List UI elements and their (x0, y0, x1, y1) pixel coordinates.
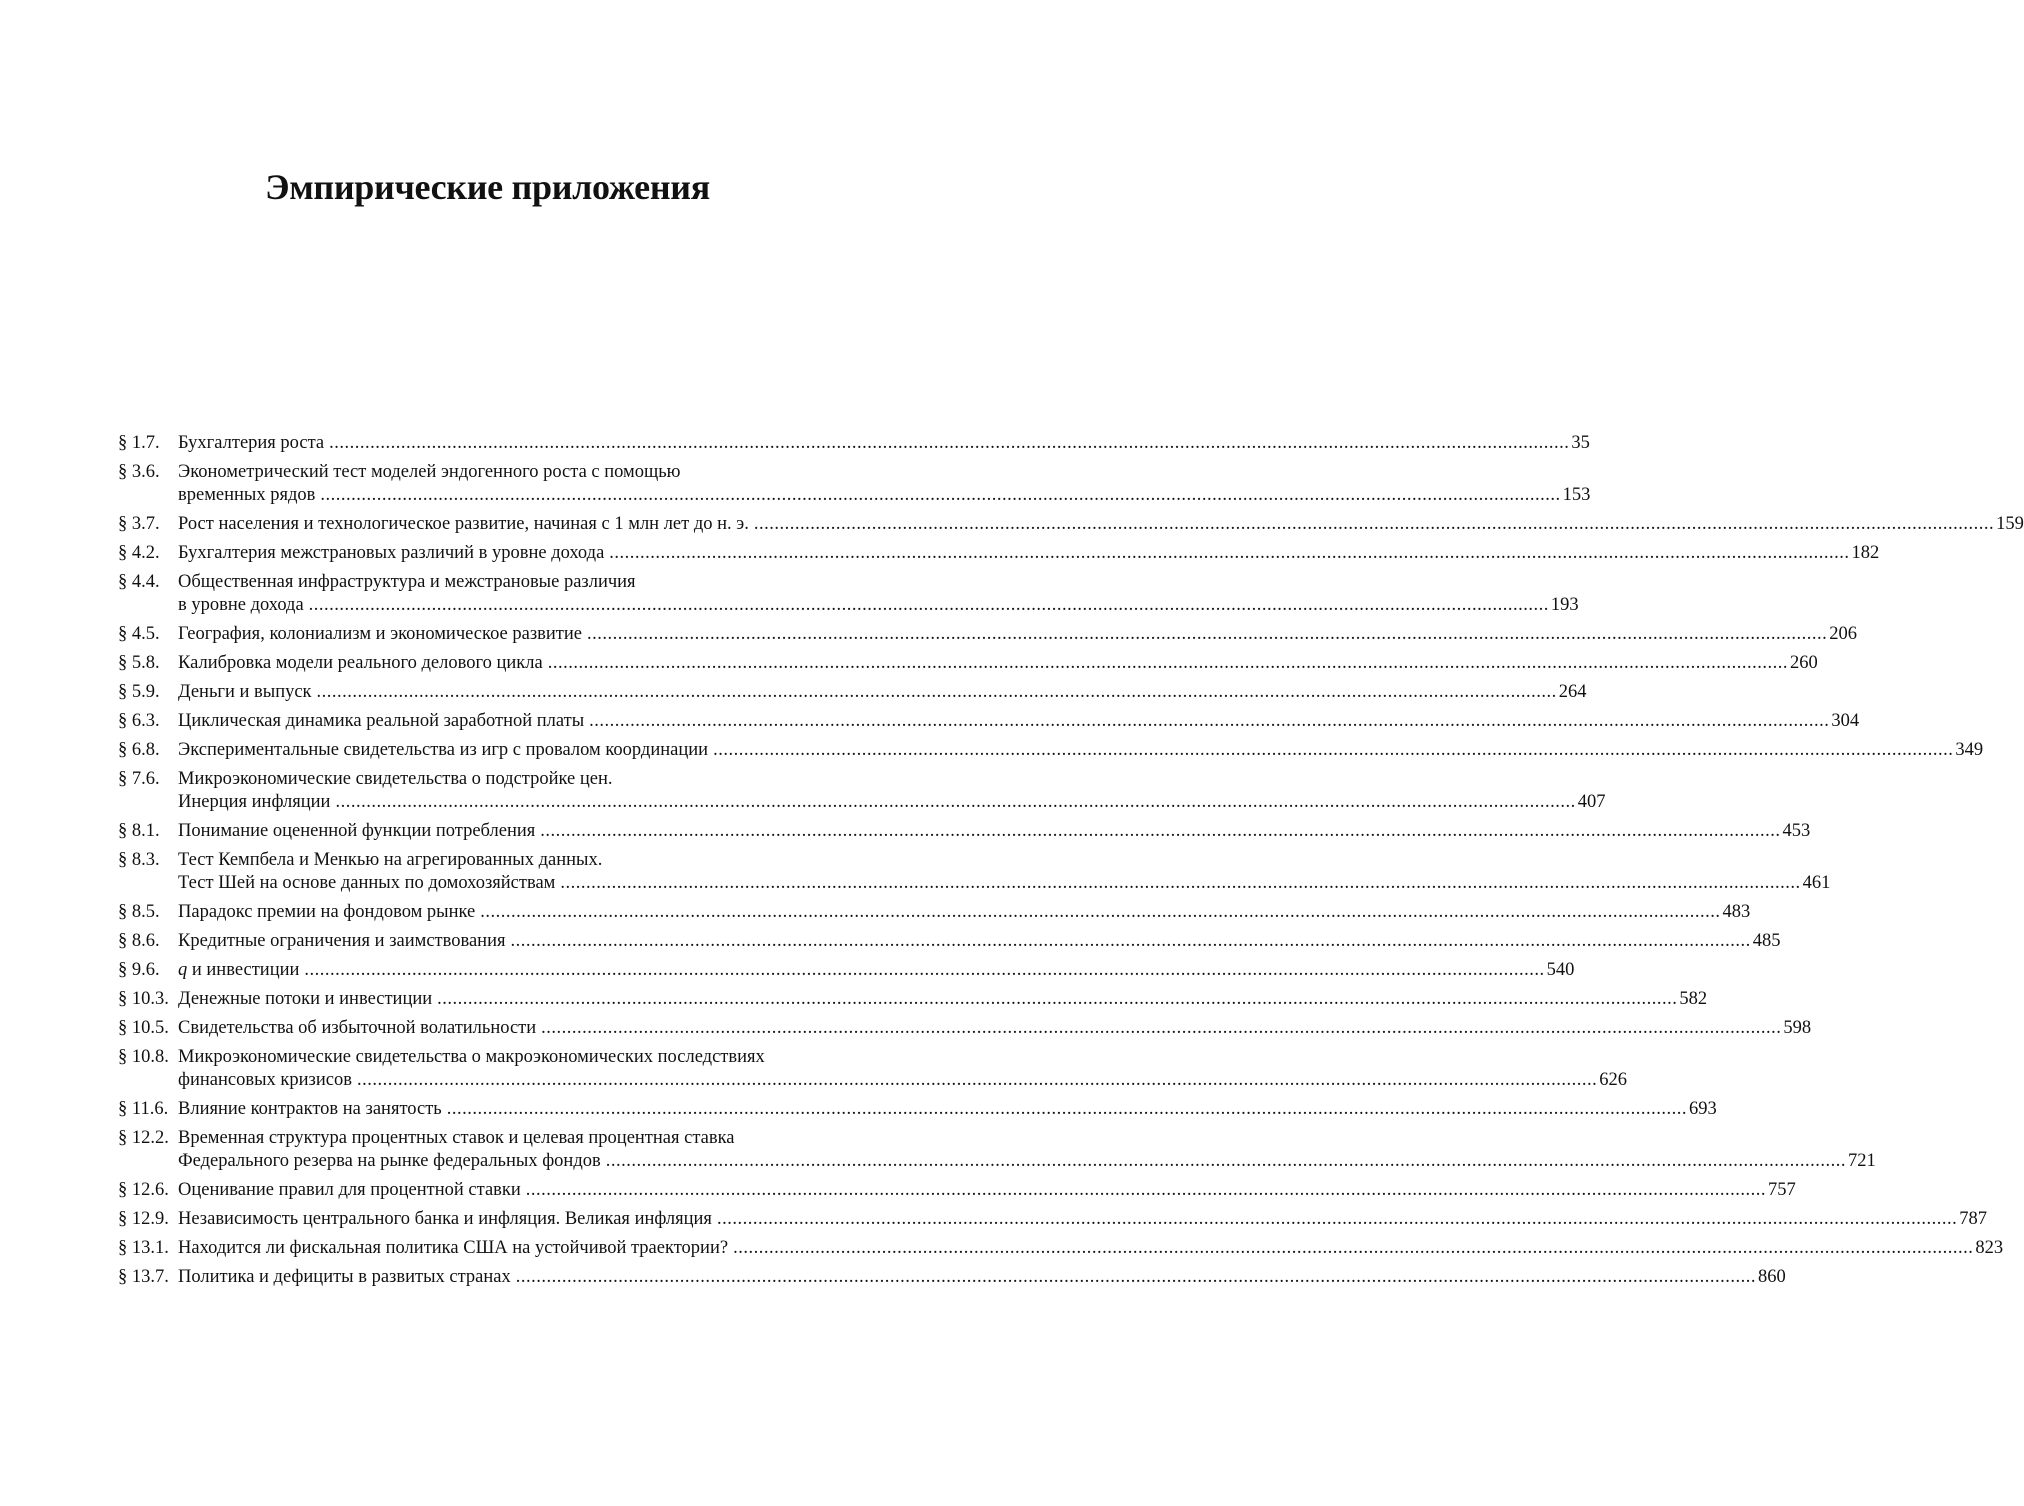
toc-entry-last-line (178, 1179, 1796, 1202)
dot-leader (589, 710, 1829, 733)
toc-page-number: 35 (1571, 433, 1590, 453)
toc-section-number: § 10.3. (118, 989, 169, 1009)
toc-page-number: 206 (1829, 624, 1857, 644)
toc-entry-last-line (178, 681, 1587, 704)
dot-leader (511, 930, 1751, 953)
toc-entry-last-line (178, 623, 1857, 646)
toc-entry-body (178, 901, 1751, 924)
toc-page-number: 485 (1752, 931, 1781, 951)
toc-entry-body (178, 988, 1708, 1011)
toc-entry-body (178, 849, 1831, 895)
dot-leader (317, 681, 1557, 704)
toc-entry-last-line (178, 901, 1751, 924)
toc-section-number: § 11.6. (118, 1099, 169, 1119)
dot-leader (480, 901, 1720, 924)
dot-leader (587, 623, 1827, 646)
toc-entry-body (178, 461, 1591, 507)
toc-page-number: 693 (1688, 1099, 1717, 1119)
page-title: Эмпирические приложения (265, 167, 710, 208)
toc-page-number: 260 (1789, 653, 1818, 673)
dot-leader (329, 432, 1569, 455)
toc-entry-title-line: финансовых кризисов (178, 1070, 352, 1090)
toc-entry-title-line: Понимание оцененной функции потребления (178, 821, 536, 841)
toc-entry (118, 1098, 1717, 1121)
toc-entry (118, 1179, 1796, 1202)
toc-entry-body (178, 623, 1857, 646)
toc-entry-title-line: Парадокс премии на фондовом рынке (178, 902, 476, 922)
toc-entry-title-line: Эконометрический тест моделей эндогенного роста с помощью (178, 462, 681, 482)
dot-leader (447, 1098, 1687, 1121)
toc-entry-last-line (178, 1266, 1786, 1289)
toc-entry (118, 1208, 1987, 1231)
toc-entry (118, 1017, 1812, 1040)
toc-entry-body (178, 768, 1606, 814)
dot-leader (541, 1017, 1781, 1040)
toc-entry-body (178, 959, 1575, 982)
toc-section-number: § 6.3. (118, 711, 160, 731)
toc-entry-body (178, 739, 1984, 762)
dot-leader (526, 1179, 1766, 1202)
toc-section-number: § 1.7. (118, 433, 160, 453)
dot-leader (516, 1266, 1756, 1289)
dot-leader (548, 652, 1788, 675)
toc-section-number: § 4.5. (118, 624, 160, 644)
toc-section-number: § 7.6. (118, 769, 160, 789)
toc-entry (118, 710, 1860, 733)
toc-page-number: 582 (1679, 989, 1708, 1009)
toc-section-number: § 10.8. (118, 1047, 169, 1067)
toc-entry-last-line (178, 820, 1811, 843)
toc-entry (118, 988, 1708, 1011)
toc-entry-body (178, 513, 2024, 536)
toc-entry (118, 901, 1751, 924)
toc-entry-title-line: Тест Кемпбела и Менкью на агрегированных данных. (178, 850, 603, 870)
toc-entry-title-line: Рост населения и технологическое развитие, начиная с 1 млн лет до н. э. (178, 514, 749, 534)
toc-section-number: § 6.8. (118, 740, 160, 760)
toc-page-number: 721 (1847, 1151, 1876, 1171)
toc-entry-last-line (178, 1237, 2004, 1260)
toc-entry-title-line: Политика и дефициты в развитых странах (178, 1267, 511, 1287)
toc-page-number: 304 (1831, 711, 1860, 731)
toc-page-number: 626 (1599, 1070, 1627, 1090)
dot-leader (437, 988, 1677, 1011)
toc-entry-last-line (178, 988, 1708, 1011)
toc-section-number: § 5.9. (118, 682, 160, 702)
toc-entry-last-line (178, 959, 1575, 982)
toc-page-number: 264 (1558, 682, 1587, 702)
toc-section-number: § 5.8. (118, 653, 160, 673)
dot-leader (304, 959, 1544, 982)
toc-page-number: 757 (1768, 1180, 1796, 1200)
toc-page-number: 407 (1577, 792, 1606, 812)
toc-section-number: § 4.2. (118, 543, 160, 563)
toc-entry-title-line: Находится ли фискальная политика США на устойчивой траектории? (178, 1238, 729, 1258)
toc-entry-body (178, 710, 1860, 733)
toc-section-number: § 8.5. (118, 902, 160, 922)
toc-page-number: 349 (1955, 740, 1984, 760)
toc-page-number: 787 (1959, 1209, 1987, 1229)
toc-entry-body (178, 681, 1587, 704)
toc-entry-title-line: Инерция инфляции (178, 792, 331, 812)
toc-entry-body (178, 432, 1590, 455)
toc-entry-title-line: Свидетельства об избыточной волатильности (178, 1018, 537, 1038)
toc-section-number: § 13.1. (118, 1238, 169, 1258)
toc-entry-last-line (178, 513, 2024, 536)
toc-entry (118, 652, 1818, 675)
toc-page-number: 193 (1550, 595, 1579, 615)
toc-entry-title-line: Бухгалтерия роста (178, 433, 325, 453)
toc-entry-body (178, 1179, 1796, 1202)
toc-entry-title-line: Временная структура процентных ставок и целевая процентная ставка (178, 1128, 735, 1148)
toc-entry-last-line (178, 872, 1831, 895)
toc-entry-body (178, 1098, 1717, 1121)
toc-entry-title-line: Влияние контрактов на занятость (178, 1099, 442, 1119)
toc-entry-title-line: Тест Шей на основе данных по домохозяйствам (178, 873, 556, 893)
toc-page-number: 159 (1996, 514, 2024, 534)
toc-entry (118, 623, 1857, 646)
toc-entry (118, 849, 1831, 895)
toc-entry (118, 820, 1811, 843)
toc-entry (118, 739, 1984, 762)
toc-page-number: 153 (1562, 485, 1591, 505)
toc-section-number: § 4.4. (118, 572, 160, 592)
toc-entry-body (178, 1208, 1987, 1231)
toc-page-number: 823 (1975, 1238, 2004, 1258)
toc-entry (118, 571, 1579, 617)
toc-entry-last-line (178, 1098, 1717, 1121)
toc-entry-title-line: Микроэкономические свидетельства о подстройке цен. (178, 769, 613, 789)
toc-entry-title-line: Денежные потоки и инвестиции (178, 989, 433, 1009)
toc-entry-title-line: Общественная инфраструктура и межстрановые различия (178, 572, 636, 592)
toc-entry-title-line: Микроэкономические свидетельства о макроэкономических последствиях (178, 1047, 765, 1067)
toc-entry-body (178, 571, 1579, 617)
toc-entry-body (178, 1046, 1627, 1092)
toc-entry-last-line (178, 930, 1781, 953)
dot-leader (754, 513, 1994, 536)
dot-leader (733, 1237, 1973, 1260)
toc-entry-body (178, 1127, 1876, 1173)
toc-entry-last-line (178, 710, 1860, 733)
toc-section-number: § 8.1. (118, 821, 160, 841)
dot-leader (309, 594, 1549, 617)
toc-entry (118, 513, 2024, 536)
dot-leader (540, 820, 1780, 843)
toc-page-number: 860 (1757, 1267, 1786, 1287)
toc-entry (118, 681, 1587, 704)
toc-entry (118, 1266, 1786, 1289)
toc-entry-title-line: Федерального резерва на рынке федеральных фондов (178, 1151, 601, 1171)
toc-section-number: § 9.6. (118, 960, 160, 980)
toc-section-number: § 3.6. (118, 462, 160, 482)
toc-entry-title-line: q и инвестиции (178, 960, 300, 980)
toc-entry-last-line (178, 1208, 1987, 1231)
toc-page-number: 453 (1782, 821, 1811, 841)
toc-entry-last-line (178, 652, 1818, 675)
toc-entry-last-line (178, 594, 1579, 617)
toc-entry-body (178, 820, 1811, 843)
toc-entry-last-line (178, 542, 1880, 565)
toc-entry-title-line: временных рядов (178, 485, 316, 505)
toc-entry-title-line: Кредитные ограничения и заимствования (178, 931, 506, 951)
toc-entry-title-line: Независимость центрального банка и инфляция. Великая инфляция (178, 1209, 712, 1229)
toc-entry (118, 959, 1575, 982)
toc-entry-body (178, 930, 1781, 953)
toc-entry-title-line: Калибровка модели реального делового цикла (178, 653, 543, 673)
dot-leader (357, 1069, 1597, 1092)
dot-leader (717, 1208, 1957, 1231)
dot-leader (609, 542, 1849, 565)
toc-entry-body (178, 1017, 1812, 1040)
toc-entry-last-line (178, 1069, 1627, 1092)
toc-entry-title-line: Деньги и выпуск (178, 682, 312, 702)
dot-leader (335, 791, 1575, 814)
dot-leader (606, 1150, 1846, 1173)
toc-page-number: 483 (1722, 902, 1751, 922)
toc-entry-last-line (178, 1150, 1876, 1173)
toc-entry (118, 930, 1781, 953)
toc-entry (118, 1046, 1627, 1092)
toc-entry-body (178, 652, 1818, 675)
toc-entry-last-line (178, 484, 1591, 507)
toc-entry-title-line: Циклическая динамика реальной заработной платы (178, 711, 585, 731)
toc-entry (118, 432, 1590, 455)
toc-section-number: § 3.7. (118, 514, 160, 534)
toc-section-number: § 12.6. (118, 1180, 169, 1200)
toc-section-number: § 8.6. (118, 931, 160, 951)
toc-entry (118, 768, 1606, 814)
toc-section-number: § 13.7. (118, 1267, 169, 1287)
toc-page-number: 461 (1802, 873, 1831, 893)
toc-section-number: § 8.3. (118, 850, 160, 870)
toc-section-number: § 12.9. (118, 1209, 169, 1229)
toc-section-number: § 10.5. (118, 1018, 169, 1038)
toc-entry-body (178, 1266, 1786, 1289)
dot-leader (560, 872, 1800, 895)
toc-entry-last-line (178, 432, 1590, 455)
toc-entry (118, 1237, 2004, 1260)
dot-leader (320, 484, 1560, 507)
toc-entry-body (178, 542, 1880, 565)
toc-list (118, 432, 2024, 1295)
toc-entry-title-line: Экспериментальные свидетельства из игр с провалом координации (178, 740, 709, 760)
toc-entry-body (178, 1237, 2004, 1260)
toc-entry (118, 542, 1880, 565)
toc-entry-title-line: в уровне дохода (178, 595, 304, 615)
toc-entry (118, 1127, 1876, 1173)
dot-leader (713, 739, 1953, 762)
toc-page-number: 540 (1546, 960, 1575, 980)
toc-entry-title-line: Оценивание правил для процентной ставки (178, 1180, 521, 1200)
toc-section-number: § 12.2. (118, 1128, 169, 1148)
toc-entry-title-line: География, колониализм и экономическое развитие (178, 624, 582, 644)
toc-entry-last-line (178, 791, 1606, 814)
toc-page-number: 182 (1851, 543, 1880, 563)
toc-entry-last-line (178, 739, 1984, 762)
toc-page-number: 598 (1783, 1018, 1812, 1038)
toc-entry-title-line: Бухгалтерия межстрановых различий в уровне дохода (178, 543, 605, 563)
toc-entry-last-line (178, 1017, 1812, 1040)
toc-entry (118, 461, 1591, 507)
